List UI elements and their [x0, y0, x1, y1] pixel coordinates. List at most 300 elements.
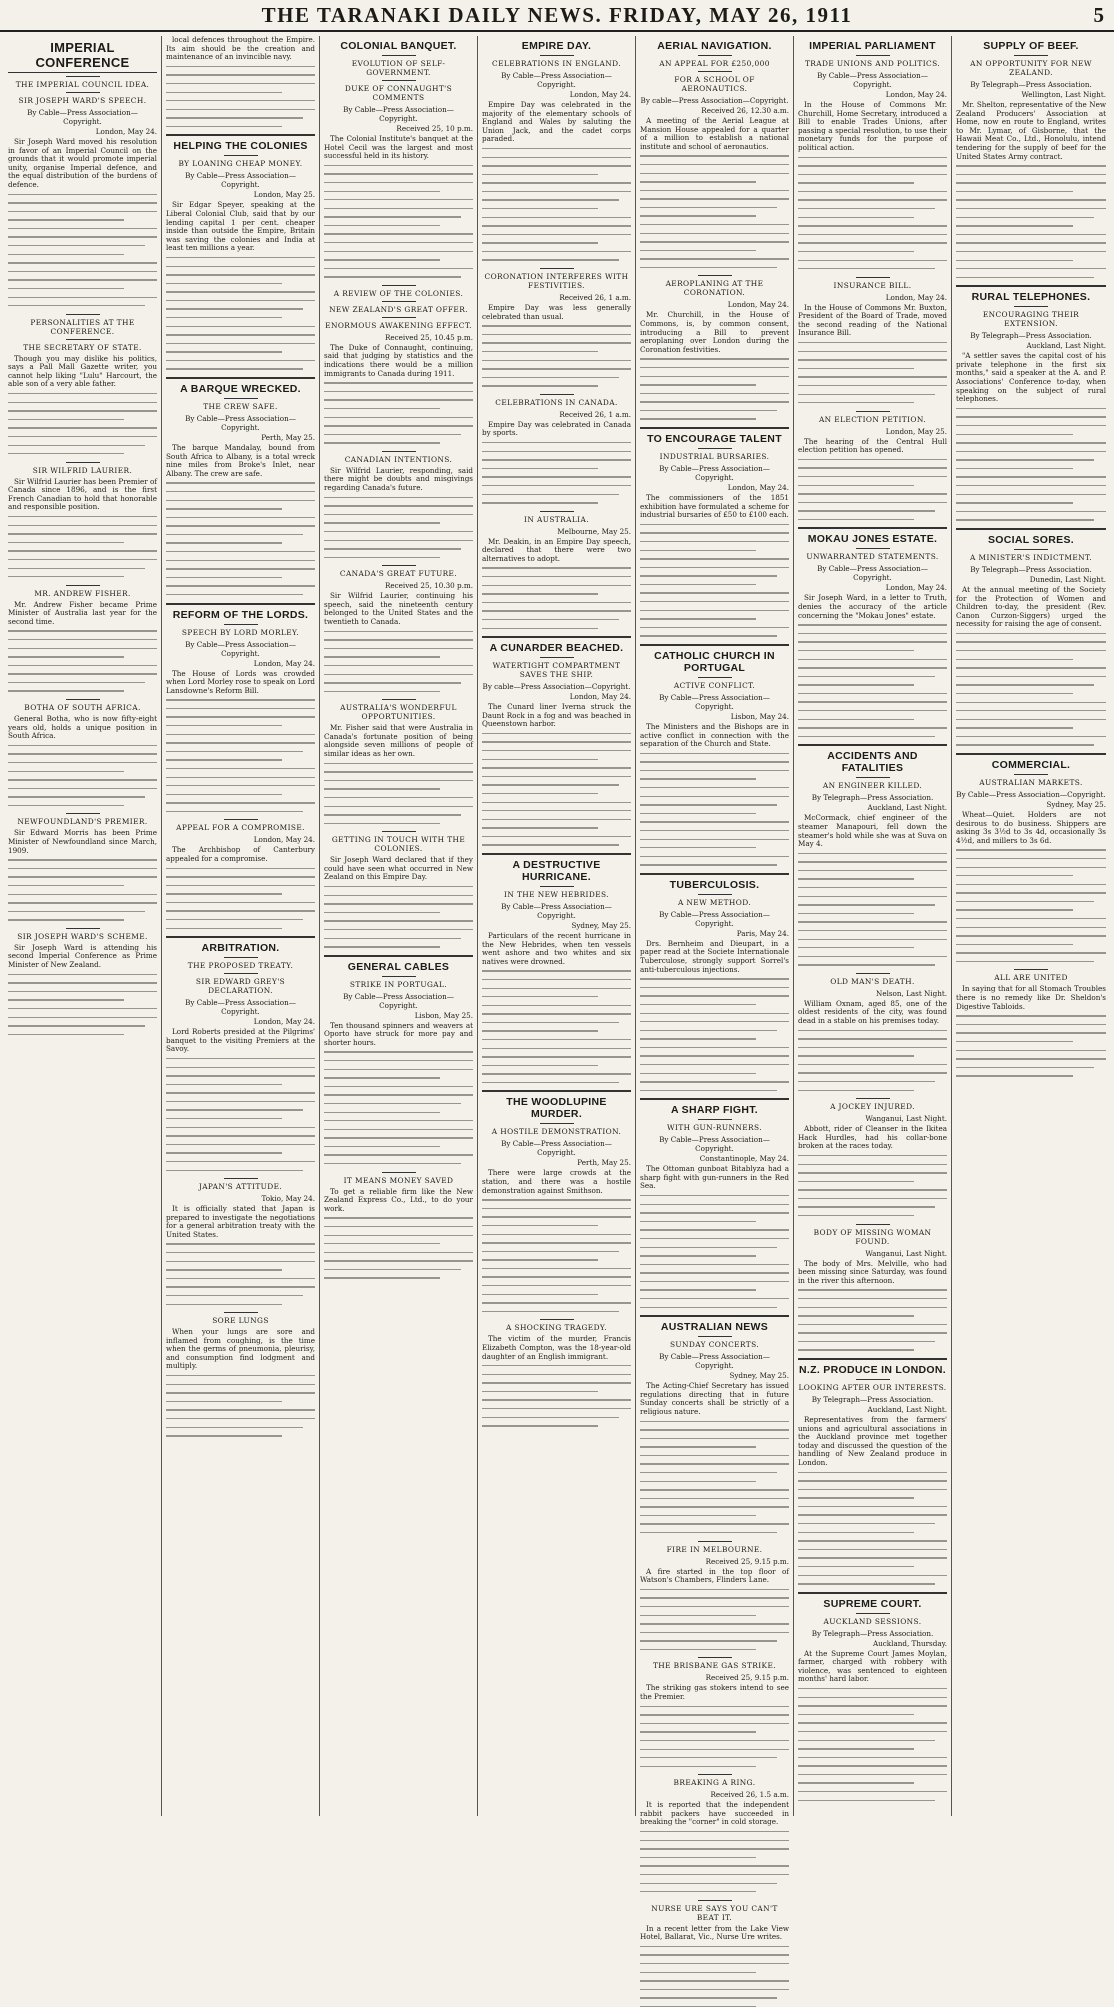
text-line — [324, 1051, 473, 1052]
article-body: The House of Lords was crowded when Lord Morley rose to speak on Lord Lansdowne's Reform Bill. — [166, 668, 315, 695]
text-line — [798, 1090, 914, 1091]
text-line — [798, 650, 914, 651]
article-body: Sir Joseph Ward declared that if they could have seen what occurred in New Zealand on this Empire Day. — [324, 855, 473, 882]
short-rule — [1014, 774, 1048, 775]
text-line — [166, 126, 282, 127]
text-line — [798, 1215, 914, 1216]
short-rule — [66, 92, 100, 93]
text-line — [482, 767, 631, 768]
text-line — [482, 148, 631, 149]
short-rule — [66, 699, 100, 700]
text-line — [956, 208, 1106, 209]
text-line — [640, 1272, 789, 1273]
text-line — [166, 1084, 282, 1085]
text-line — [640, 1438, 789, 1439]
text-line — [798, 939, 947, 940]
text-line — [798, 947, 914, 948]
text-line — [640, 181, 756, 182]
text-line — [166, 368, 303, 369]
article-subheading: CORONATION INTERFERES WITH FESTIVITIES. — [484, 272, 629, 291]
article-body-lines — [956, 849, 1106, 962]
text-line — [166, 708, 315, 709]
text-line — [798, 342, 947, 343]
article-headline: SOCIAL SORES. — [988, 533, 1074, 546]
text-line — [482, 368, 631, 369]
text-line — [640, 173, 789, 174]
text-line — [482, 1408, 631, 1409]
text-line — [8, 788, 157, 789]
text-line — [166, 928, 282, 929]
text-line — [166, 1409, 315, 1410]
text-line — [798, 624, 947, 625]
text-line — [956, 684, 1094, 685]
short-rule — [856, 973, 890, 974]
article-divider — [482, 853, 631, 855]
short-rule — [698, 1774, 732, 1775]
short-rule — [382, 1172, 416, 1173]
text-line — [166, 83, 315, 84]
article-dateline: London, May 24. — [727, 483, 789, 493]
article-dateline: London, May 24. — [885, 90, 947, 99]
text-line — [166, 568, 315, 569]
text-line — [640, 1515, 756, 1516]
article-body-lines — [798, 1472, 947, 1585]
article-headline: EMPIRE DAY. — [521, 40, 592, 52]
article-headline: COMMERCIAL. — [991, 758, 1071, 771]
text-line — [956, 659, 1073, 660]
text-line — [798, 736, 935, 737]
text-line — [482, 442, 631, 443]
text-line — [798, 260, 947, 261]
text-line — [166, 1118, 282, 1119]
text-line — [640, 558, 789, 559]
article-subheading: CELEBRATIONS IN CANADA. — [495, 397, 618, 407]
text-line — [956, 494, 1106, 495]
article-subheading: AEROPLANING AT THE CORONATION. — [665, 279, 764, 298]
article-body-lines — [324, 497, 473, 558]
text-line — [640, 618, 756, 619]
article-body-lines — [324, 1051, 473, 1164]
article-headline: A SHARP FIGHT. — [670, 1104, 759, 1117]
text-line — [956, 199, 1106, 200]
article-body: It is officially stated that Japan is prepared to investigate the negotiations for a general arbitration treaty with the United States. — [166, 1204, 315, 1239]
text-line — [482, 836, 631, 837]
article-body: Mr. Deakin, in an Empire Day speech, declared that there were two alternatives to adopt. — [482, 536, 631, 563]
text-line — [8, 894, 157, 895]
article-dateline: Received 26, 1.5 a.m. — [710, 1790, 789, 1800]
article-body: Sir Joseph Ward moved his resolution in favor of an Imperial Council on the grounds that it would promote imperial unity, organise Imperial defence, and the equal distribution of the burdens of defence. — [8, 137, 157, 189]
text-line — [166, 1392, 315, 1393]
text-line — [798, 182, 914, 183]
article-subheading: WITH GUN-RUNNERS. — [667, 1123, 762, 1133]
text-line — [482, 1065, 598, 1066]
article-divider — [166, 603, 315, 605]
text-line — [640, 1997, 777, 1998]
text-line — [8, 410, 157, 411]
text-line — [166, 1304, 282, 1305]
text-line — [640, 1463, 789, 1464]
newspaper-title: THE TARANAKI DAILY NEWS. FRIDAY, MAY 26, 1911 — [261, 3, 853, 27]
text-line — [8, 1034, 124, 1035]
text-line — [324, 1129, 473, 1130]
text-line — [166, 100, 315, 101]
text-line — [956, 468, 1073, 469]
article-body-lines — [798, 157, 947, 270]
text-line — [798, 1189, 947, 1190]
text-line — [166, 742, 315, 743]
text-line — [482, 377, 619, 378]
text-line — [640, 1623, 789, 1624]
text-line — [956, 952, 1106, 953]
short-rule — [540, 1319, 574, 1320]
text-line — [8, 753, 157, 754]
text-line — [798, 485, 914, 486]
text-line — [798, 1472, 947, 1473]
text-line — [324, 656, 440, 657]
text-line — [166, 1384, 315, 1385]
article-divider — [640, 873, 789, 875]
text-line — [8, 1025, 145, 1026]
article-body-lines — [8, 859, 157, 920]
text-line — [482, 819, 631, 820]
article-subheading: TRADE UNIONS AND POLITICS. — [804, 59, 941, 68]
text-line — [324, 1060, 473, 1061]
column-5 — [636, 36, 794, 1942]
text-line — [324, 1137, 473, 1138]
text-line — [166, 308, 303, 309]
article-subheading: INDUSTRIAL BURSARIES. — [659, 452, 770, 462]
text-line — [798, 1155, 947, 1156]
text-line — [482, 1417, 619, 1418]
text-line — [482, 1311, 619, 1312]
text-line — [798, 1514, 947, 1515]
article-body-lines — [798, 459, 947, 520]
text-line — [798, 1748, 914, 1749]
text-line — [640, 1740, 789, 1741]
article-body-lines — [956, 165, 1106, 278]
text-line — [324, 797, 473, 798]
article-divider — [798, 1358, 947, 1360]
text-line — [482, 157, 631, 158]
article-dateline: Received 25, 10 p.m. — [396, 124, 473, 133]
text-line — [798, 251, 914, 252]
text-line — [482, 619, 619, 620]
text-line — [324, 268, 473, 269]
text-line — [640, 384, 756, 385]
text-line — [482, 970, 631, 971]
text-line — [798, 493, 947, 494]
text-line — [324, 442, 440, 443]
text-line — [640, 418, 756, 419]
text-line — [482, 242, 598, 243]
text-line — [798, 1575, 947, 1576]
text-line — [166, 343, 315, 344]
article-body-lines — [482, 567, 631, 628]
text-line — [956, 225, 1073, 226]
short-rule — [224, 973, 258, 974]
article-subheading: IT MEANS MONEY SAVED — [343, 1175, 454, 1185]
article-subheading: SORE LUNGS — [212, 1316, 269, 1326]
text-line — [956, 1058, 1106, 1059]
text-line — [166, 1075, 315, 1076]
article-dateline: Perth, May 25. — [261, 433, 315, 443]
article-dateline: Auckland, Thursday. — [872, 1638, 947, 1648]
article-dateline: Sydney, May 25. — [1046, 799, 1106, 809]
article-body-lines — [324, 382, 473, 443]
article-body: Abbott, rider of Cleanser in the Ikitea Hack Hurdles, had his collar-bone broken at the races today. — [798, 1124, 947, 1151]
article-credit: By Telegraph—Press Association. — [811, 1395, 934, 1405]
text-line — [798, 659, 947, 660]
article-body: The commissioners of the 1851 exhibition have formulated a scheme for industrial bursaries of £50 to £100 each. — [640, 493, 789, 520]
text-line — [166, 876, 315, 877]
text-line — [640, 532, 789, 533]
text-line — [324, 912, 440, 913]
article-subheading: SUNDAY CONCERTS. — [669, 1340, 760, 1350]
text-line — [640, 541, 789, 542]
text-line — [166, 1109, 303, 1110]
text-line — [482, 485, 631, 486]
text-line — [166, 1252, 315, 1253]
text-line — [166, 777, 315, 778]
text-line — [8, 630, 157, 631]
text-line — [640, 1247, 777, 1248]
article-body: Sir Edward Morris has been Prime Minister of Newfoundland since March, 1909. — [8, 828, 157, 855]
article-subheading: GETTING IN TOUCH WITH THE COLONIES. — [331, 835, 466, 854]
text-line — [482, 234, 631, 235]
text-line — [956, 918, 1106, 919]
text-line — [798, 1566, 914, 1567]
text-line — [166, 577, 282, 578]
text-line — [482, 1208, 631, 1209]
article-credit: By Cable—Press Association—Copyright. — [659, 1135, 770, 1154]
short-rule — [224, 624, 258, 625]
text-line — [640, 1307, 777, 1308]
article-subheading: SIR WILFRID LAURIER. — [32, 465, 133, 475]
text-line — [640, 1972, 756, 1973]
article-subheading: AUSTRALIAN MARKETS. — [979, 777, 1083, 787]
text-line — [640, 1489, 789, 1490]
article-body-lines — [8, 393, 157, 454]
text-line — [640, 567, 789, 568]
text-line — [798, 1324, 947, 1325]
article-body: At the annual meeting of the Society for the Protection of Women and Children to-day, the president (Rev. Canon Curzon-Siggers) urged the necessity for raising the age of consent. — [956, 584, 1106, 629]
short-rule — [540, 394, 574, 395]
article-credit: By Cable—Press Association—Copyright. — [817, 564, 928, 583]
text-line — [956, 451, 1106, 452]
text-line — [482, 585, 631, 586]
text-line — [8, 982, 157, 983]
article-body: Sir Joseph Ward is attending his second Imperial Conference as Prime Minister of New Zealand. — [8, 942, 157, 970]
article-subheading: APPEAL FOR A COMPROMISE. — [176, 823, 305, 833]
article-divider — [798, 744, 947, 746]
article-dateline: Received 25, 9.15 p.m. — [705, 1556, 789, 1566]
text-line — [956, 519, 1094, 520]
text-line — [640, 1848, 789, 1849]
text-line — [166, 1101, 315, 1102]
page-number: 5 — [1093, 3, 1104, 27]
column-7 — [952, 36, 1110, 1816]
text-line — [798, 1705, 947, 1706]
text-line — [640, 601, 789, 602]
article-body-lines — [640, 1195, 789, 1308]
text-line — [640, 995, 789, 996]
text-line — [324, 691, 440, 692]
text-line — [324, 1226, 473, 1227]
article-body: Mr. Shelton, representative of the New Zealand Producers' Association at Home, now en route to England, writes to Mr. Lymar, of Gisborne, that the Hawaii Meat Co., Ltd., Honolulu, intend tendering for the supply of beef for the United States Army contract. — [956, 100, 1106, 161]
text-line — [8, 902, 157, 903]
short-rule — [382, 285, 416, 286]
text-line — [324, 771, 473, 772]
text-line — [640, 1030, 777, 1031]
text-line — [166, 1067, 315, 1068]
text-line — [956, 165, 1106, 166]
article-credit: By Cable—Press Association—Copyright. — [501, 71, 612, 89]
text-line — [798, 719, 914, 720]
text-line — [8, 402, 157, 403]
short-rule — [698, 275, 732, 276]
short-rule — [224, 957, 258, 958]
text-line — [8, 245, 145, 246]
text-line — [166, 768, 315, 769]
text-line — [482, 165, 631, 166]
article-dateline: London, May 24. — [569, 90, 631, 99]
article-credit: By Cable—Press Association—Copyright. — [659, 692, 770, 711]
short-rule — [382, 301, 416, 302]
text-line — [798, 208, 935, 209]
text-line — [324, 788, 440, 789]
text-line — [956, 234, 1106, 235]
text-line — [324, 251, 473, 252]
text-line — [166, 560, 315, 561]
article-headline: ARBITRATION. — [201, 942, 280, 955]
article-subheading: SIR JOSEPH WARD'S SPEECH. — [18, 96, 147, 105]
text-line — [798, 904, 935, 905]
text-line — [482, 1234, 631, 1235]
text-line — [798, 476, 947, 477]
short-rule — [382, 699, 416, 700]
article-body: Mr. Churchill, in the House of Commons, is, by common consent, introducing a Bill to prevent aeroplaning over London during the Coronation festivities. — [640, 310, 789, 354]
text-line — [166, 868, 315, 869]
text-line — [166, 351, 282, 352]
short-rule — [66, 314, 100, 315]
text-line — [482, 217, 631, 218]
text-line — [8, 974, 157, 975]
text-line — [166, 594, 303, 595]
text-line — [798, 402, 914, 403]
text-line — [482, 1365, 631, 1366]
text-line — [324, 665, 473, 666]
text-line — [482, 1285, 631, 1286]
text-line — [640, 864, 777, 865]
article-divider — [166, 377, 315, 379]
article-subheading: UNWARRANTED STATEMENTS. — [806, 552, 939, 562]
article-body: William Oxnam, aged 85, one of the oldest residents of the city, was found dead in a stable on his premises today. — [798, 998, 947, 1025]
article-body-lines — [324, 1217, 473, 1278]
article-body-lines — [8, 516, 157, 577]
text-line — [640, 1757, 777, 1758]
text-line — [640, 224, 789, 225]
text-line — [798, 376, 947, 377]
text-line — [324, 1069, 473, 1070]
text-line — [798, 157, 947, 158]
short-rule — [66, 76, 100, 77]
text-line — [324, 1252, 473, 1253]
article-dateline: London, May 25. — [253, 190, 315, 200]
text-line — [640, 1455, 789, 1456]
article-dateline: Wellington, Last Night. — [1021, 90, 1106, 99]
text-line — [640, 761, 789, 762]
text-line — [324, 391, 473, 392]
text-line — [798, 1047, 947, 1048]
text-line — [798, 1523, 935, 1524]
text-line — [324, 1103, 461, 1104]
article-divider — [956, 285, 1106, 287]
short-rule — [698, 55, 732, 56]
text-line — [956, 217, 1094, 218]
article-subheading: A MINISTER'S INDICTMENT. — [970, 552, 1092, 562]
text-line — [166, 893, 282, 894]
text-line — [482, 567, 631, 568]
article-headline: RURAL TELEPHONES. — [971, 291, 1091, 304]
short-rule — [540, 55, 574, 56]
text-line — [798, 1081, 935, 1082]
text-line — [324, 382, 473, 383]
article-body: local defences throughout the Empire. Its aim should be the creation and maintenance of an invincible navy. — [166, 35, 315, 62]
text-line — [798, 878, 914, 879]
text-line — [640, 1883, 777, 1884]
article-headline: GENERAL CABLES — [347, 960, 450, 973]
short-rule — [382, 55, 416, 56]
text-line — [166, 66, 315, 67]
text-line — [640, 1038, 756, 1039]
article-subheading: A SHOCKING TRAGEDY. — [506, 1323, 607, 1333]
text-line — [956, 849, 1106, 850]
text-line — [166, 785, 315, 786]
short-rule — [382, 831, 416, 832]
article-body: Sir Wilfrid Laurier, responding, said there might be doubts and misgivings regarding Canada's future. — [324, 465, 473, 493]
article-body: Wheat—Quiet. Holders are not desirous to do business. Shippers are asking 3s 3½d to 3s 4d, occasionally 3s 4½d, and millers to 3s 6d. — [956, 809, 1106, 845]
text-line — [640, 1597, 789, 1598]
text-line — [956, 251, 1106, 252]
short-rule — [856, 277, 890, 278]
text-line — [640, 1723, 789, 1724]
text-line — [166, 1092, 315, 1093]
text-line — [640, 592, 789, 593]
text-line — [8, 796, 145, 797]
text-line — [956, 511, 1106, 512]
text-line — [324, 903, 473, 904]
text-line — [482, 996, 598, 997]
text-line — [798, 1583, 935, 1584]
short-rule — [66, 928, 100, 929]
article-subheading: OLD MAN'S DEATH. — [830, 976, 915, 986]
text-line — [956, 875, 1073, 876]
text-line — [8, 236, 157, 237]
article-subheading: ENCOURAGING THEIR EXTENSION. — [982, 310, 1080, 329]
text-line — [640, 1980, 789, 1981]
text-line — [798, 1532, 914, 1533]
text-line — [324, 225, 440, 226]
short-rule — [66, 585, 100, 586]
article-body: The hearing of the Central Hull election petition has opened. — [798, 436, 947, 455]
text-line — [956, 702, 1106, 703]
text-line — [8, 576, 124, 577]
text-line — [166, 508, 282, 509]
text-line — [956, 901, 1094, 902]
short-rule — [856, 1224, 890, 1225]
text-line — [956, 693, 1073, 694]
text-line — [166, 500, 315, 501]
